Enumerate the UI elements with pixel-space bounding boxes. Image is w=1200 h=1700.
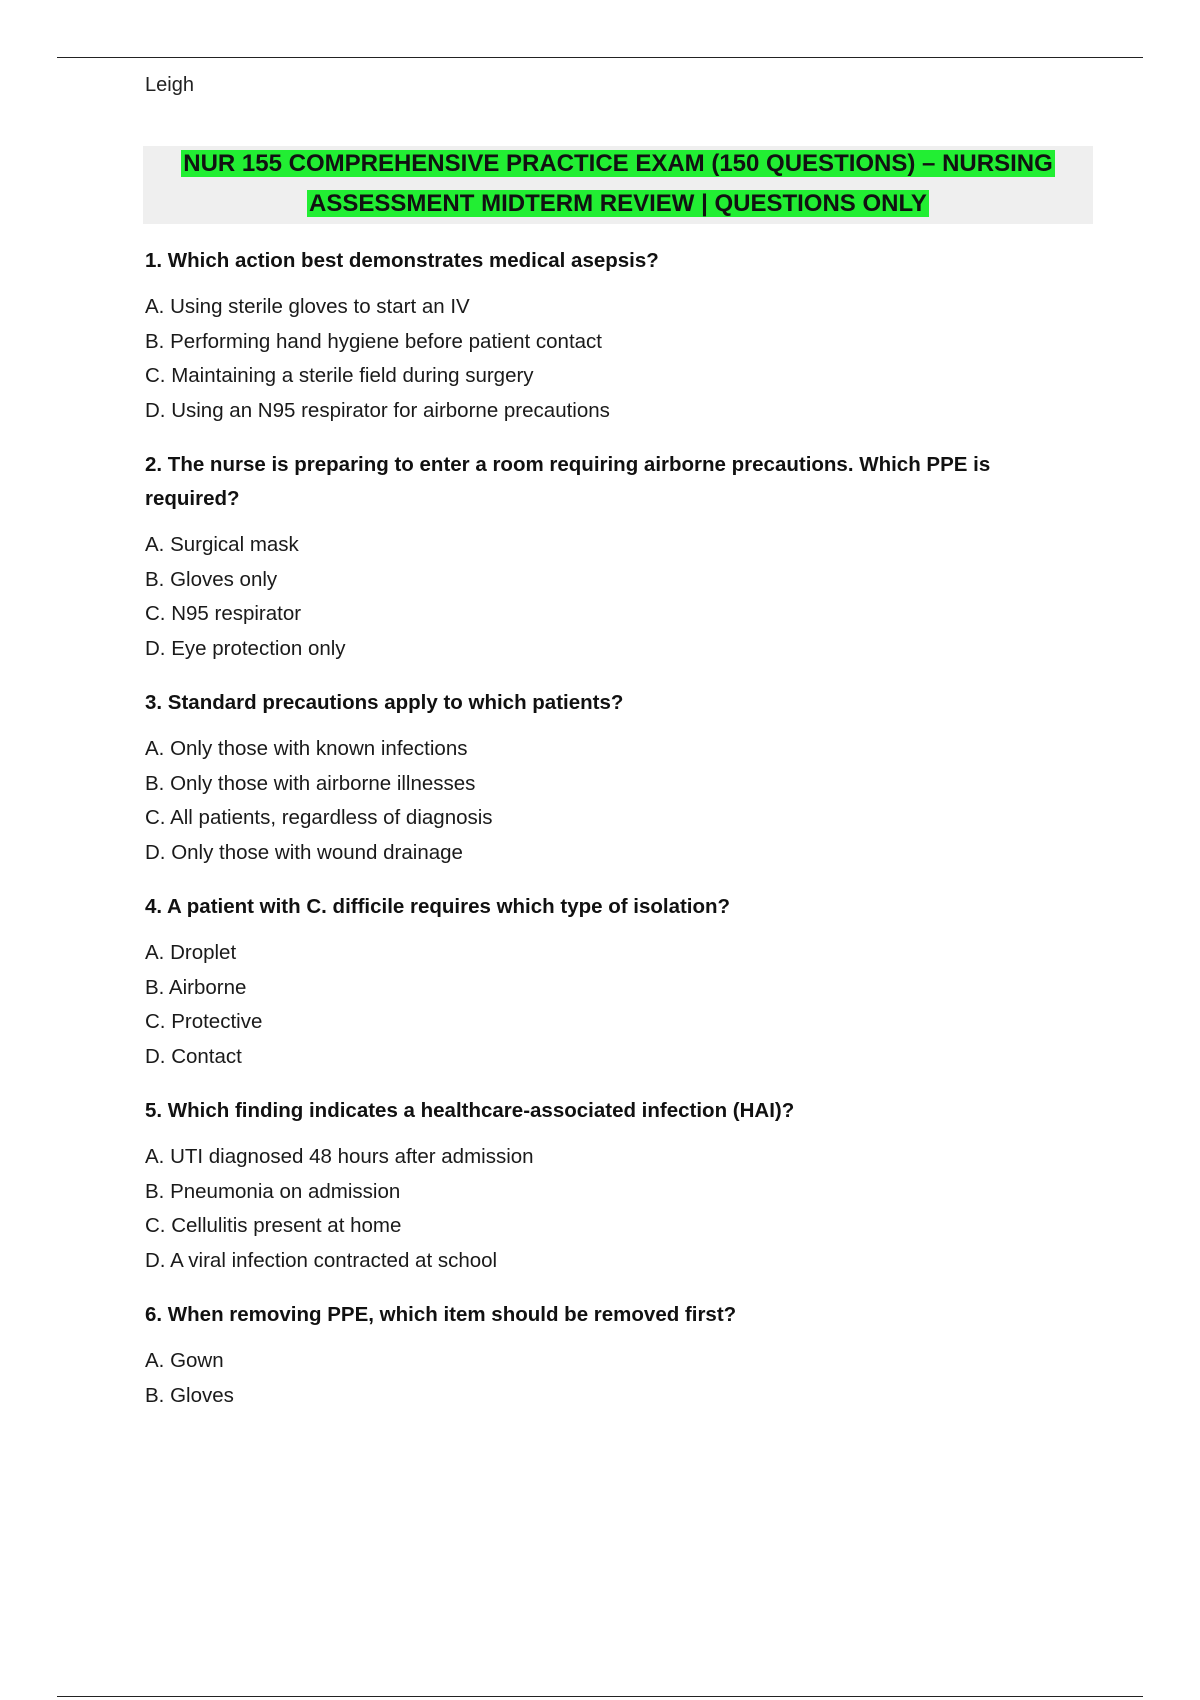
option-b: B. Only those with airborne illnesses bbox=[145, 771, 476, 795]
option-c: C. Protective bbox=[145, 1010, 263, 1033]
option-d: D. Using an N95 respirator for airborne precautions bbox=[145, 398, 610, 422]
option-a: A. Droplet bbox=[145, 941, 237, 964]
option-a: A. UTI diagnosed 48 hours after admission bbox=[145, 1145, 534, 1168]
option-a: A. Only those with known infections bbox=[145, 737, 468, 760]
answer-options bbox=[145, 1140, 1075, 1278]
option-b: B. Gloves bbox=[145, 1383, 234, 1407]
option-d: D. Contact bbox=[145, 1044, 242, 1068]
option-d: D. A viral infection contracted at school bbox=[145, 1248, 498, 1272]
answer-options bbox=[145, 936, 1075, 1074]
option-a: A. Using sterile gloves to start an IV bbox=[145, 295, 470, 318]
question-text: 2. The nurse is preparing to enter a room requiring airborne precautions. Which PPE is required? bbox=[145, 453, 991, 510]
answer-options bbox=[145, 732, 1075, 870]
option-d: D. Eye protection only bbox=[145, 636, 346, 660]
question-6 bbox=[145, 1298, 1075, 1413]
title-line-2-text: ASSESSMENT MIDTERM REVIEW | QUESTIONS ONLY bbox=[309, 190, 927, 217]
question-4 bbox=[145, 890, 1075, 1074]
author-name: Leigh bbox=[145, 74, 194, 96]
document-title bbox=[143, 146, 1093, 224]
question-list bbox=[145, 244, 1075, 1433]
option-a: A. Gown bbox=[145, 1349, 224, 1372]
option-a: A. Surgical mask bbox=[145, 533, 299, 556]
question-1 bbox=[145, 244, 1075, 428]
bottom-divider bbox=[57, 1696, 1143, 1697]
question-text: 5. Which finding indicates a healthcare-associated infection (HAI)? bbox=[145, 1099, 795, 1122]
answer-options bbox=[145, 528, 1075, 666]
answer-options bbox=[145, 290, 1075, 428]
option-b: B. Gloves only bbox=[145, 567, 278, 591]
option-c: C. Cellulitis present at home bbox=[145, 1214, 402, 1237]
option-c: C. All patients, regardless of diagnosis bbox=[145, 806, 493, 829]
title-line-2 bbox=[143, 189, 1093, 219]
question-text: 6. When removing PPE, which item should be removed first? bbox=[145, 1303, 737, 1326]
option-c: C. Maintaining a sterile field during surgery bbox=[145, 364, 534, 387]
question-text: 3. Standard precautions apply to which patients? bbox=[145, 691, 624, 714]
option-b: B. Pneumonia on admission bbox=[145, 1179, 401, 1203]
option-c: C. N95 respirator bbox=[145, 602, 302, 625]
answer-options bbox=[145, 1344, 1075, 1413]
option-d: D. Only those with wound drainage bbox=[145, 840, 463, 864]
question-3 bbox=[145, 686, 1075, 870]
question-5 bbox=[145, 1094, 1075, 1278]
title-line-1 bbox=[143, 149, 1093, 179]
title-line-1-text: NUR 155 COMPREHENSIVE PRACTICE EXAM (150 QUESTIONS) – NURSING bbox=[183, 150, 1053, 177]
option-b: B. Performing hand hygiene before patient contact bbox=[145, 329, 602, 353]
option-b: B. Airborne bbox=[145, 975, 247, 999]
question-text: 1. Which action best demonstrates medical asepsis? bbox=[145, 249, 659, 272]
question-2 bbox=[145, 448, 1075, 666]
top-divider bbox=[57, 57, 1143, 58]
question-text: 4. A patient with C. difficile requires which type of isolation? bbox=[145, 895, 731, 918]
